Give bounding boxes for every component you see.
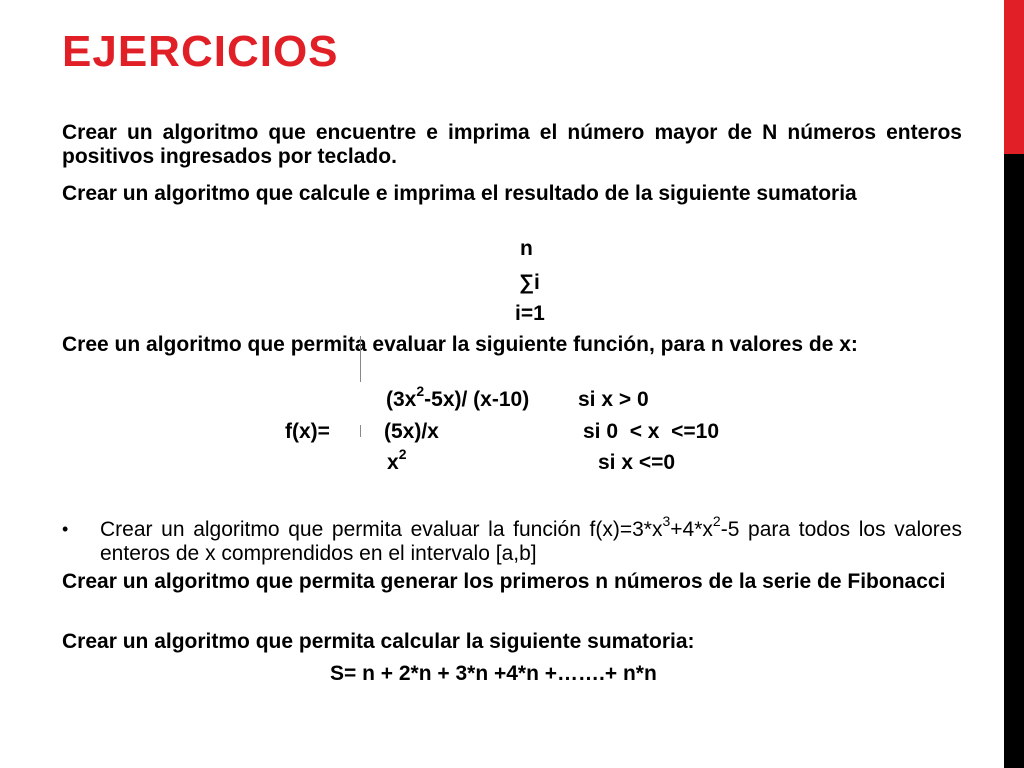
exercise-5: Crear un algoritmo que permita generar los primeros n números de la serie de Fibonacci xyxy=(62,570,946,593)
piecewise-case-3-expression: $x^2$ xyxy=(387,446,407,474)
sum-upper-limit: n xyxy=(520,237,533,260)
piecewise-case-1-condition: si x > 0 xyxy=(578,388,649,411)
sum-symbol: ∑i xyxy=(519,271,540,294)
bullet-icon: • xyxy=(62,519,69,539)
exercise-3: Cree un algoritmo que permita evaluar la siguiente función, para n valores de x: xyxy=(62,333,858,356)
piecewise-case-1-expression: $(3x^2-5x)/$ (x-10) xyxy=(386,383,530,411)
exercise-6: Crear un algoritmo que permita calcular la siguiente sumatoria: xyxy=(62,630,695,653)
piecewise-brace-top xyxy=(360,336,369,382)
sum-lower-limit: i=1 xyxy=(515,302,545,325)
piecewise-case-2-expression: (5x)/x xyxy=(384,420,439,443)
piecewise-brace-mid xyxy=(360,425,369,437)
piecewise-case-2-condition: si 0 < x <=10 xyxy=(583,420,720,443)
exercise-1: Crear un algoritmo que encuentre e imprima el número mayor de N números enteros positivos ingresados por teclado. xyxy=(62,121,962,168)
sidebar-accent-black xyxy=(1004,154,1024,768)
sidebar-accent-red xyxy=(1004,0,1024,154)
function-label: f(x)= xyxy=(285,420,330,443)
summation-formula: S= n + 2*n + 3*n +4*n +…….+ n*n xyxy=(330,662,657,685)
exercise-2: Crear un algoritmo que calcule e imprima el resultado de la siguiente sumatoria xyxy=(62,182,857,205)
exercise-4: Crear un algoritmo que permita evaluar la función $f(x)=3*x^3+4*x^2-5$ para todos los valores enteros de x comprendidos en el intervalo [a,b] xyxy=(100,513,962,565)
piecewise-case-3-condition: si x <=0 xyxy=(598,451,676,474)
page-title: EJERCICIOS xyxy=(62,27,339,76)
